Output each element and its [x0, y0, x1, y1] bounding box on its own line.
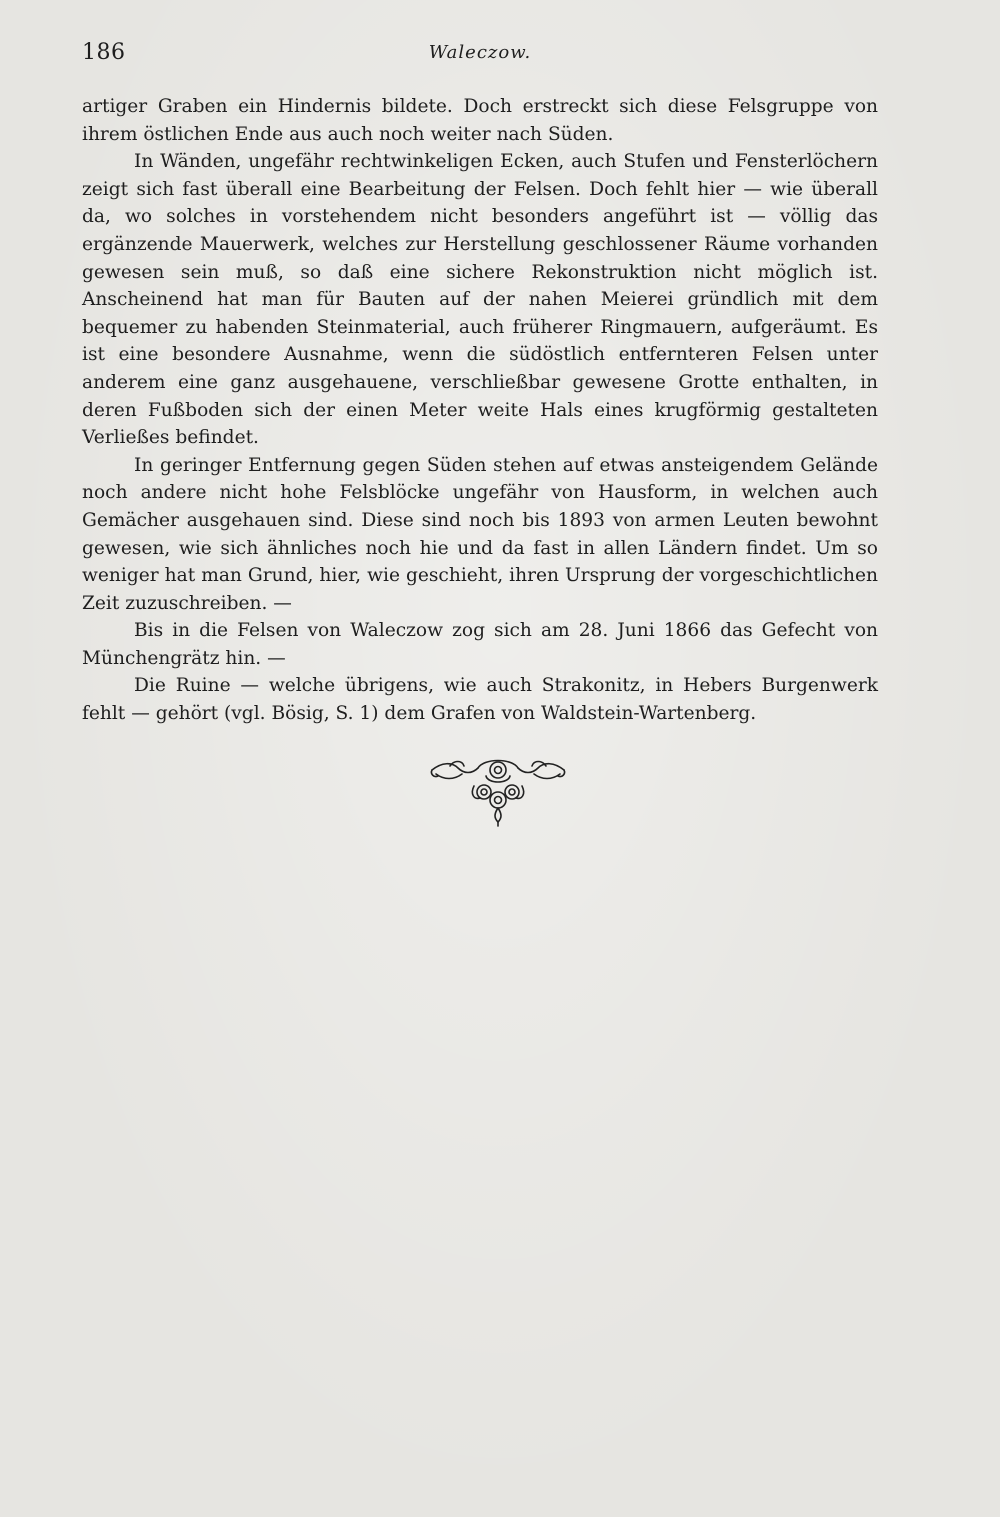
paragraph: Bis in die Felsen von Waleczow zog sich am 28. Juni 1866 das Gefecht von Münchengrätz hin. —	[82, 620, 878, 669]
page-number: 186	[82, 40, 126, 65]
paragraph: Die Ruine — welche übrigens, wie auch Strakonitz, in Hebers Burgenwerk fehlt — gehört (vgl. Bösig, S. 1) dem Grafen von Waldstein-Wartenberg.	[82, 675, 878, 725]
body-text	[82, 93, 878, 728]
running-head	[82, 40, 878, 70]
paragraph: In geringer Entfernung gegen Süden stehen auf etwas ansteigendem Gelände noch andere nicht hohe Felsblöcke ungefähr von Hausform, in welchen auch Gemächer ausgehauen sind. Diese sind noch bis 1893 von armen Leuten bewohnt gewesen, wie sich ähnliches noch hie und da fast in allen Ländern findet. Um so weniger hat man Grund, hier, wie geschieht, ihren Ursprung der vorgeschichtlichen Zeit zuzuschreiben. —	[82, 454, 878, 614]
running-title: Waleczow.	[428, 42, 532, 63]
paragraph-continuation: artiger Graben ein Hindernis bildete. Doch erstreckt sich diese Felsgruppe von ihrem östlichen Ende aus auch noch weiter nach Süden.	[82, 96, 878, 145]
paragraph: In Wänden, ungefähr rechtwinkeligen Ecken, auch Stufen und Fensterlöchern zeigt sich fast überall eine Bearbeitung der Felsen. Doch fehlt hier — wie überall da, wo solches in vorstehendem nicht besonders angeführt ist — völlig das ergänzende Mauerwerk, welches zur Herstellung geschlossener Räume vorhanden gewesen sein muß, so daß eine sichere Rekonstruktion nicht möglich ist. Anscheinend hat man für Bauten auf der nahen Meierei gründlich mit dem bequemer zu habenden Steinmaterial, auch früherer Ringmauern, aufgeräumt. Es ist eine besondere Ausnahme, wenn die südöstlich entfernteren Felsen unter anderem eine ganz ausgehauene, verschließbar gewesene Grotte enthalten, in deren Fußboden sich der einen Meter weite Hals eines krugförmig gestalteten Verließes befindet.	[82, 151, 878, 449]
floral-vignette-icon	[428, 756, 568, 828]
